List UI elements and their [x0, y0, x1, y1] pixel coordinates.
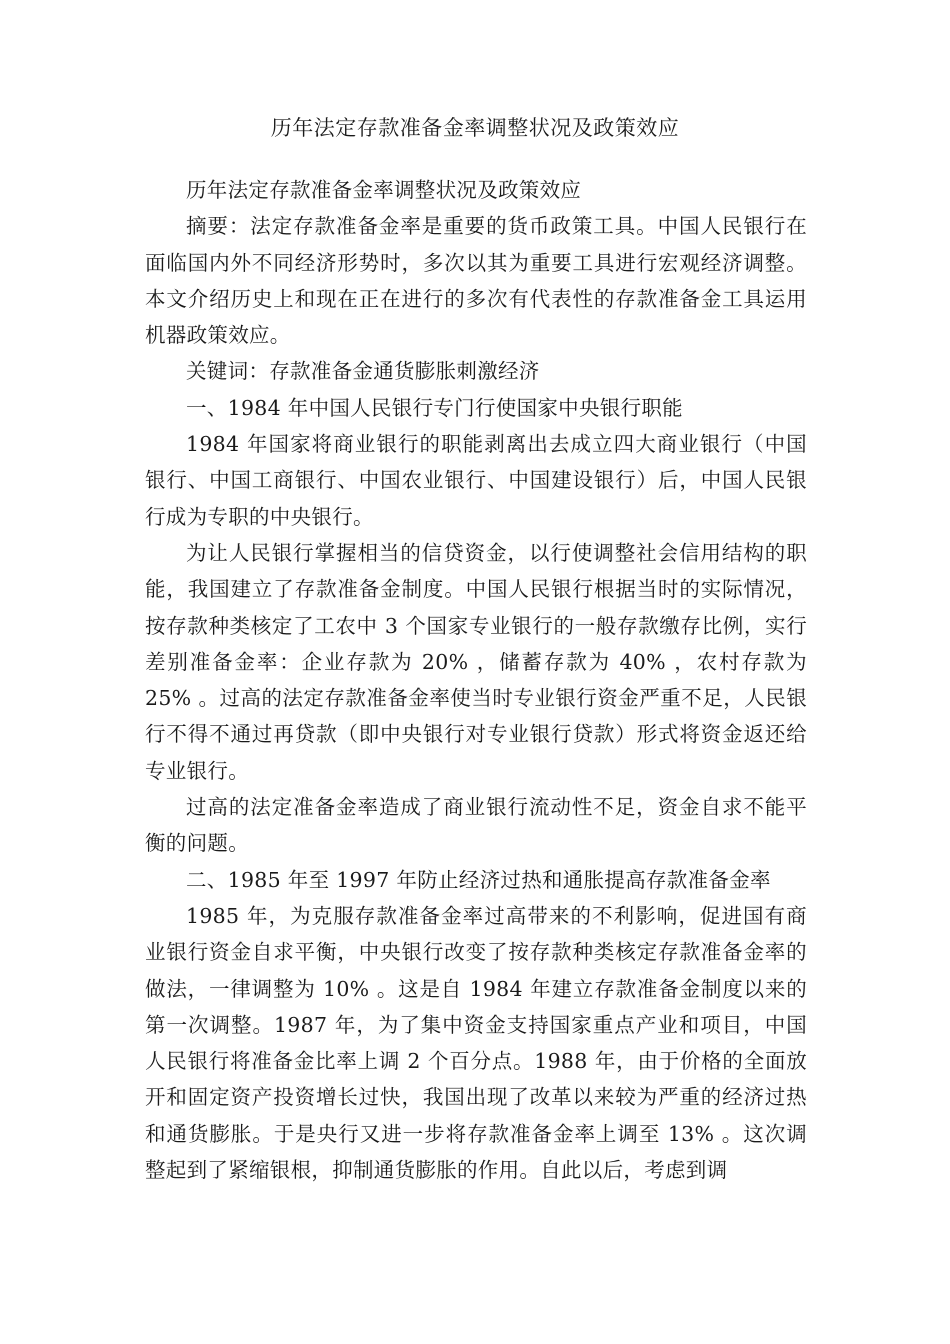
- paragraph-body: 过高的法定准备金率造成了商业银行流动性不足，资金自求不能平衡的问题。: [145, 795, 807, 856]
- document-body: [145, 172, 807, 1188]
- paragraph-body: 为让人民银行掌握相当的信贷资金，以行使调整社会信用结构的职能，我国建立了存款准备金制度。中国人民银行根据当时的实际情况，按存款种类核定了工农中 3 个国家专业银行的一般存款缴存比例，实行差别准备金率：企业存款为 20% ，储蓄存款为 40% ，农村存款为 25% 。过高的法定存款准备金率使当时专业银行资金严重不足，人民银行不得不通过再贷款（即中央银行对专业银行贷款）形式将资金返还给专业银行。: [145, 540, 807, 783]
- section-heading-1: 一、1984 年中国人民银行专门行使国家中央银行职能: [186, 395, 683, 420]
- paragraph-keywords: 关键词：存款准备金通货膨胀刺激经济: [186, 359, 540, 384]
- paragraph-body: 1985 年，为克服存款准备金率过高带来的不利影响，促进国有商业银行资金自求平衡，中央银行改变了按存款种类核定存款准备金率的做法，一律调整为 10% 。这是自 1984 年建立存款准备金制度以来的第一次调整。1987 年，为了集中资金支持国家重点产业和项目，中国人民银行将准备金比率上调 2 个百分点。1988 年，由于价格的全面放开和固定资产投资增长过快，我国出现了改革以来较为严重的经济过热和通货膨胀。于是央行又进一步将存款准备金率上调至 13% 。这次调整起到了紧缩银根，抑制通货膨胀的作用。自此以后，考虑到调: [145, 903, 807, 1183]
- paragraph-abstract: 摘要：法定存款准备金率是重要的货币政策工具。中国人民银行在面临国内外不同经济形势时，多次以其为重要工具进行宏观经济调整。本文介绍历史上和现在正在进行的多次有代表性的存款准备金工具运用机器政策效应。: [145, 214, 807, 348]
- document-title: 历年法定存款准备金率调整状况及政策效应: [270, 116, 680, 140]
- paragraph-body: 1984 年国家将商业银行的职能剥离出去成立四大商业银行（中国银行、中国工商银行、中国农业银行、中国建设银行）后，中国人民银行成为专职的中央银行。: [145, 432, 807, 529]
- paragraph-subtitle: 历年法定存款准备金率调整状况及政策效应: [186, 178, 582, 202]
- section-heading-2: 二、1985 年至 1997 年防止经济过热和通胀提高存款准备金率: [186, 867, 771, 892]
